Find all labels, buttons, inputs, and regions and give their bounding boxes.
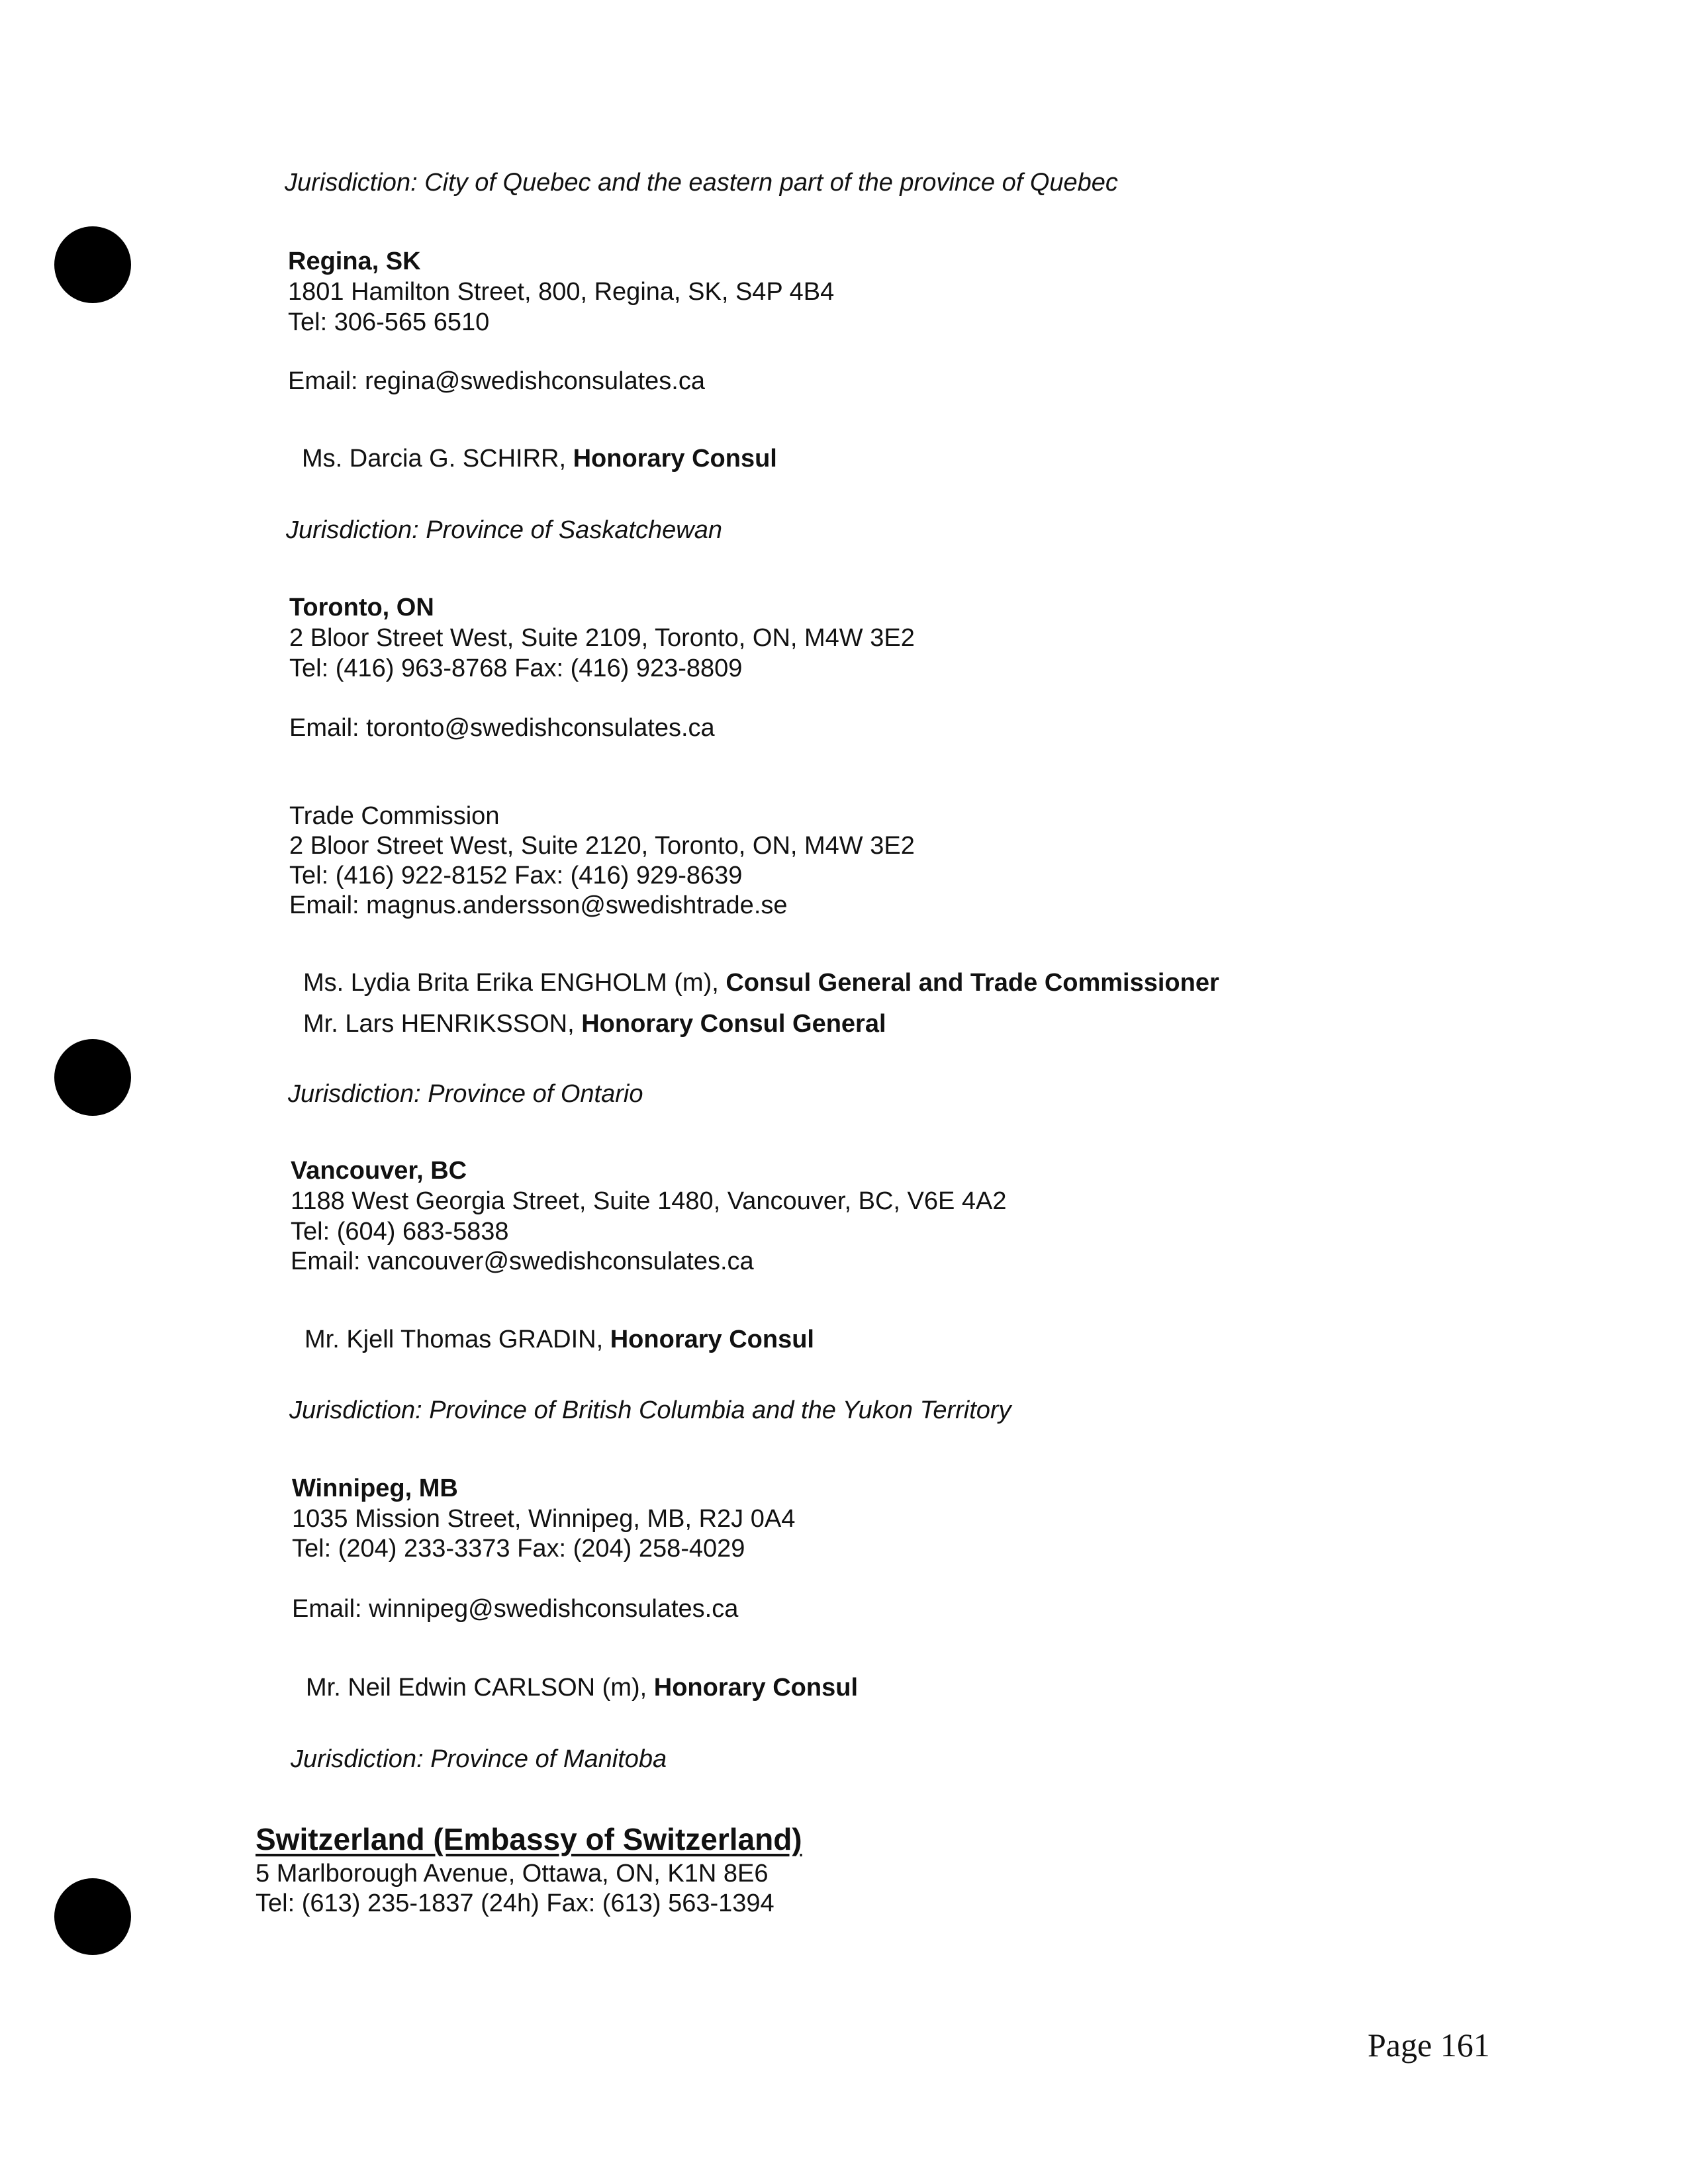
official-name: Mr. Lars HENRIKSSON, (303, 1010, 582, 1038)
trade-commission-tel: Tel: (416) 922-8152 Fax: (416) 929-8639 (289, 862, 743, 889)
trade-commission-label: Trade Commission (289, 802, 500, 830)
toronto-tel: Tel: (416) 963-8768 Fax: (416) 923-8809 (289, 655, 743, 682)
punch-hole-top (54, 226, 131, 303)
official-title: Honorary Consul (610, 1326, 814, 1353)
trade-commission-email: Email: magnus.andersson@swedishtrade.se (289, 891, 788, 919)
official-title: Honorary Consul General (581, 1010, 886, 1038)
toronto-city: Toronto, ON (289, 594, 434, 621)
punch-hole-bottom (54, 1878, 131, 1955)
official-name: Mr. Kjell Thomas GRADIN, (305, 1326, 610, 1353)
winnipeg-jurisdiction: Jurisdiction: Province of Manitoba (291, 1745, 667, 1773)
regina-tel: Tel: 306-565 6510 (288, 308, 490, 336)
regina-city: Regina, SK (288, 248, 421, 275)
official-title: Honorary Consul (573, 445, 777, 473)
vancouver-official (305, 1324, 814, 1355)
official-name: Ms. Lydia Brita Erika ENGHOLM (m), (303, 969, 726, 997)
toronto-official-1 (303, 968, 1219, 998)
switzerland-tel: Tel: (613) 235-1837 (24h) Fax: (613) 563-1394 (256, 1889, 774, 1917)
regina-email: Email: regina@swedishconsulates.ca (288, 367, 705, 395)
trade-commission-address: 2 Bloor Street West, Suite 2120, Toronto, ON, M4W 3E2 (289, 832, 915, 860)
toronto-jurisdiction: Jurisdiction: Province of Ontario (288, 1080, 643, 1108)
official-title: Consul General and Trade Commissioner (726, 969, 1219, 997)
toronto-email: Email: toronto@swedishconsulates.ca (289, 714, 715, 742)
switzerland-address: 5 Marlborough Avenue, Ottawa, ON, K1N 8E6 (256, 1860, 769, 1888)
official-name: Mr. Neil Edwin CARLSON (m), (306, 1674, 654, 1702)
page-number: Page 161 (1368, 2026, 1490, 2064)
regina-jurisdiction: Jurisdiction: Province of Saskatchewan (286, 516, 722, 544)
switzerland-heading: Switzerland (Embassy of Switzerland) (256, 1822, 802, 1856)
vancouver-address: 1188 West Georgia Street, Suite 1480, Vancouver, BC, V6E 4A2 (291, 1187, 1007, 1215)
punch-hole-middle (54, 1039, 131, 1116)
quebec-jurisdiction: Jurisdiction: City of Quebec and the eastern part of the province of Quebec (285, 169, 1118, 197)
toronto-address: 2 Bloor Street West, Suite 2109, Toronto, ON, M4W 3E2 (289, 624, 915, 652)
winnipeg-address: 1035 Mission Street, Winnipeg, MB, R2J 0A4 (292, 1505, 796, 1533)
vancouver-email: Email: vancouver@swedishconsulates.ca (291, 1248, 754, 1275)
winnipeg-email: Email: winnipeg@swedishconsulates.ca (292, 1595, 739, 1623)
toronto-official-2 (303, 1009, 886, 1039)
winnipeg-official (306, 1672, 858, 1703)
official-name: Ms. Darcia G. SCHIRR, (302, 445, 573, 473)
official-title: Honorary Consul (653, 1674, 858, 1702)
winnipeg-tel: Tel: (204) 233-3373 Fax: (204) 258-4029 (292, 1535, 745, 1563)
vancouver-tel: Tel: (604) 683-5838 (291, 1218, 509, 1246)
winnipeg-city: Winnipeg, MB (292, 1475, 458, 1502)
vancouver-jurisdiction: Jurisdiction: Province of British Columbia and the Yukon Territory (289, 1396, 1011, 1424)
regina-address: 1801 Hamilton Street, 800, Regina, SK, S4P 4B4 (288, 278, 835, 306)
regina-official (302, 443, 777, 474)
vancouver-city: Vancouver, BC (291, 1157, 467, 1185)
